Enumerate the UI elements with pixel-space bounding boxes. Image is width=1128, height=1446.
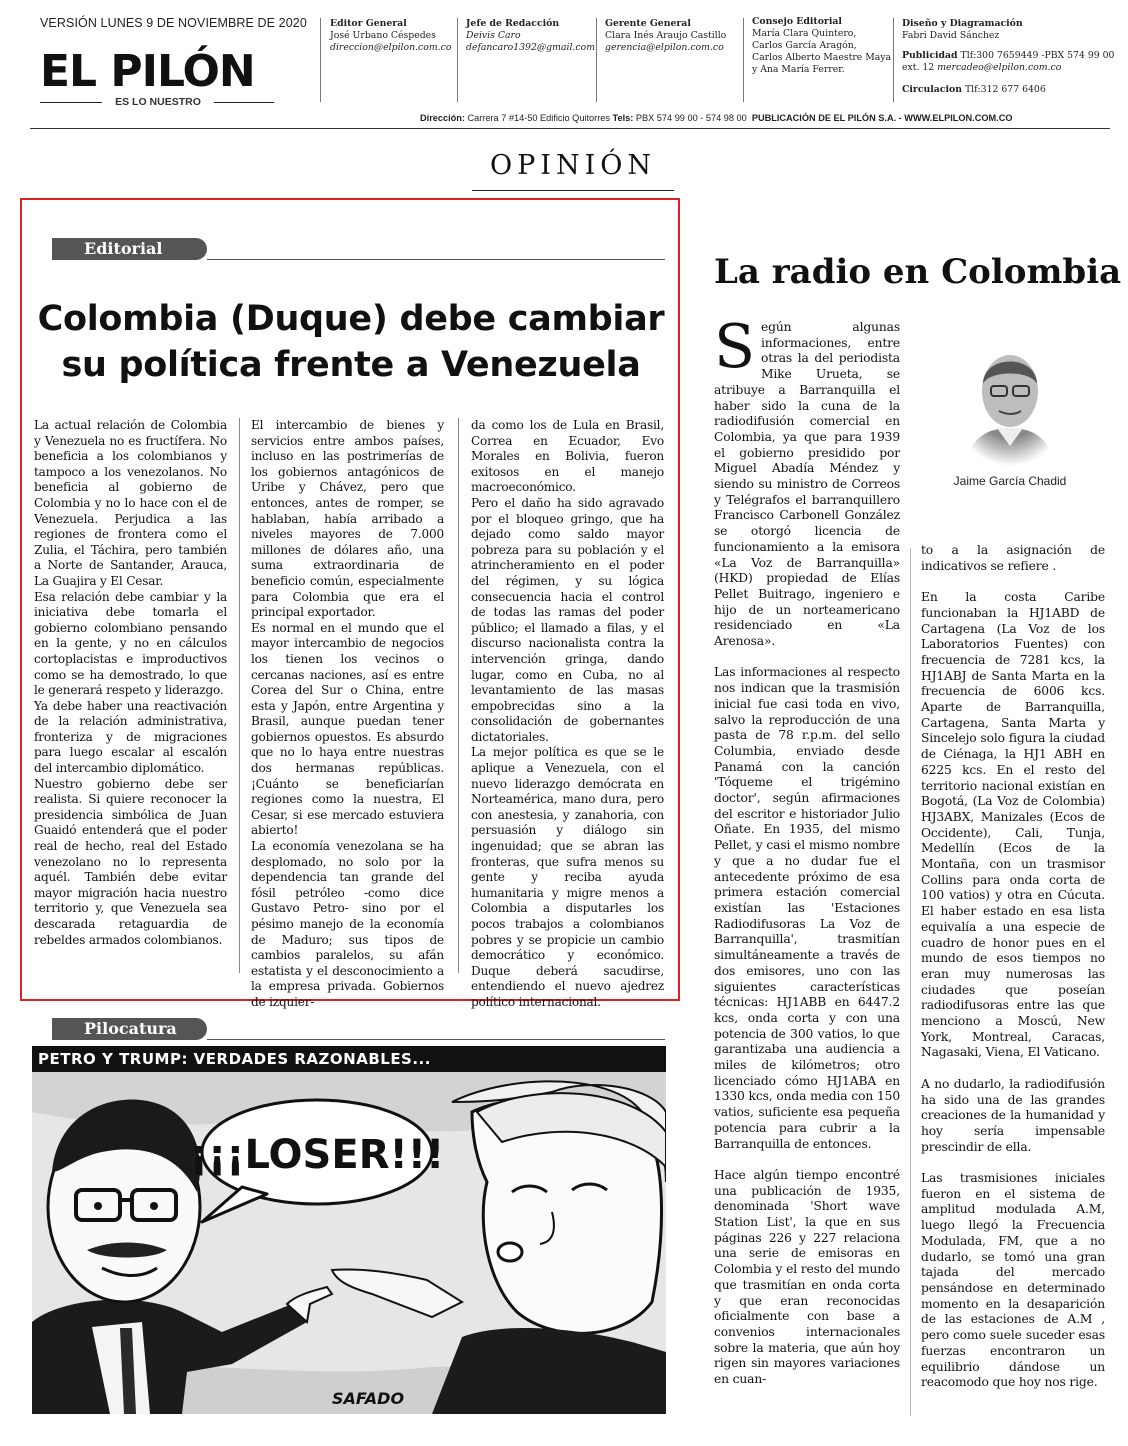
paragraph: La economía venezolana se ha desplomado, no solo por la dependencia tan grande del fósil petróleo -como dice Gustavo Petro- sino por el pésimo manejo de la economía de Maduro; sus tipos de cambios paralelos, su afán estatista y el desconocimiento a la empresa privada. Gobiernos de izquier- (251, 839, 444, 1009)
staff-name: Clara Inés Araujo Castillo (605, 30, 727, 41)
staff-email[interactable]: direccion@elpilon.com.co (330, 42, 452, 53)
staff-divider (893, 18, 894, 102)
staff-role: Jefe de Redacción (466, 18, 560, 29)
publicidad-line-2 (902, 62, 1114, 74)
circulacion-phone: Tlf:312 677 6406 (964, 84, 1046, 95)
paragraph: En la costa Caribe funcionaban la HJ1ABD de Cartagena (La Voz de los Laboratorios Fuentes) con frecuencia de 7281 kcs, la HJ1ABJ de Santa Marta en la frecuencia de 6006 kcs. Aparte de Barranquilla, Cartagena, Santa Marta y Sincelejo solo figura la ciudad de Ciénaga, la HJ1 ABH en 6225 kcs. En el resto del territorio nacional existían en Bogotá, (La Voz de Colombia) HJ3ABX, Manizales (Ecos de Occidente), Cali, Tunja, Medellín (Ecos de la Montaña, con un trasmisor Collins para onda corta de 100 vatios) y otra en Cúcuta. El haber estado en esa lista equivalía a una especie de cuadro de honor pues en el mundo de esos tiempos no eran muy numerosas las ciudades que poseían radiodifusoras entre las que menciono a Moscú, New York, Montreal, Caracas, Nagasaki, Viena, El Vaticano. (921, 590, 1105, 1060)
paragraph: Pero el daño ha sido agravado por el bloqueo gringo, que ha dejado como saldo mayor pobreza para su población y el atrincheramiento en el poder del régimen, y su lógica consecuencia hacia el control de todas las ramas del poder público; el llamado a filas, y el discurso nacionalista contra la intervención gringa, dando lugar, como en Cuba, no al levantamiento de las masas empobrecidas sino a la consolidación de gobernantes dictatoriales. (471, 495, 664, 744)
newspaper-logo[interactable]: EL PILÓN (40, 46, 255, 97)
dropcap: S (714, 312, 755, 382)
cartoon-tag: Pilocatura (52, 1018, 207, 1040)
slogan: ES LO NUESTRO (115, 96, 201, 108)
staff-divider (320, 18, 321, 102)
staff-role: Gerente General (605, 18, 691, 29)
section-title-rule (472, 190, 674, 191)
staff-name: Deivis Caro (466, 30, 521, 41)
paragraph: Es normal en el mundo que el mayor intercambio de negocios los tienen los vecinos o cercanas naciones, así es entre Corea del Sur o China, entre esta y Japón, entre Argentina y Brasil, aunque puedan tener gobiernos opuestos. Es absurdo que no lo haya entre nuestras dos hermanas repúblicas. ¡Cuánto se beneficiarían regiones como la nuestra, El Cesar, si ese mercado estuviera abierto! (251, 620, 444, 838)
circulacion-line (902, 84, 1114, 96)
author-name: Jaime García Chadid (953, 474, 1067, 488)
headline-line: su política frente a Venezuela (61, 345, 641, 385)
editorial-column-2 (251, 418, 444, 1011)
paragraph: Las trasmisiones iniciales fueron en el sistema de amplitud modulada A.M, luego llegó la Frecuencia Modulada, FM, que a no dudarlo, se tomó una gran tajada del mercado pensándose en determinado momento en la desaparición de las estaciones de A.M , pero como suele suceder esas fuerzas encontraron un equilibrio dándose un reacomodo que hoy nos rige. (921, 1171, 1105, 1390)
publicidad-ext: ext. 12 (902, 62, 935, 73)
staff-gerente-general (605, 18, 726, 54)
staff-role: Editor General (330, 18, 407, 29)
paragraph: to a la asignación de indicativos se refiere . (921, 543, 1105, 573)
paragraph: Ya debe haber una reactivación de la relación administrativa, fronteriza y de migraciones para luego escalar al escalón del intercambio diplomático. (34, 698, 227, 776)
author-photo (955, 336, 1065, 466)
publicidad-phones: Tlf:300 7659449 -PBX 574 99 00 (960, 50, 1115, 61)
tels-value: PBX 574 99 00 - 574 98 00 (635, 113, 747, 123)
cartoon-tag-rule (207, 1039, 665, 1040)
paragraph: Las informaciones al respecto nos indican que la trasmisión inicial fue casi toda en vivo, salvo la reproducción de una pasta de 78 r.p.m. del sello Columbia, enviado desde Panamá con la canción 'Tóqueme el trigémino doctor', según afirmaciones del escritor e historiador Julio Oñate. En 1935, del mismo Pellet, y casi el mismo nombre y que a no dudar fue el antecedente próximo de esa primera estación comercial existían las 'Estaciones Radiodifusoras La Voz de Barranquilla', trasmitían simultáneamente a través de dos emisores, uno con las siguientes características técnicas: HJ1ABB en 6447.2 kcs, onda corta y con una potencia de 300 vatios, lo que garantizaba una audiencia a miles de kilómetros; otro licenciado cómo HJ1ABA en 1330 kcs, onda media con 150 vatios, suficiente esa pequeña potencia para cubrir a la Barranquilla de entonces. (714, 665, 900, 1151)
masthead-rule (30, 128, 1110, 129)
staff-diseno (902, 18, 1114, 96)
paragraph: A no dudarlo, la radiodifusión ha sido una de las grandes creaciones de la humanidad y hoy sería impensable prescindir de ella. (921, 1076, 1105, 1154)
paragraph: da como los de Lula en Brasil, Correa en Ecuador, Evo Morales en Bolivia, fueron exitosos en el manejo macroeconómico. (471, 418, 664, 495)
paragraph: El intercambio de bienes y servicios entre ambos países, incluso en las postrimerías de los gobiernos antagónicos de Uribe y Chávez, pero que entonces, antes de romper, se hablaban, había arribado a niveles mayores de 7.000 millones de dólares año, una suma extraordinaria de beneficio común, especialmente para Colombia que era el principal exportador. (251, 418, 444, 620)
section-title: OPINIÓN (489, 150, 657, 181)
editorial-column-3 (471, 418, 664, 1011)
staff-divider (596, 18, 597, 102)
column-intro (714, 312, 900, 650)
cartoonist-signature: SAFADO (332, 1389, 405, 1408)
slogan-rule-left (40, 102, 102, 103)
staff-consejo-editorial (752, 16, 891, 76)
staff-name: Carlos Alberto Maestre Maya (752, 52, 892, 63)
headline-line: Colombia (Duque) debe cambiar (37, 299, 665, 339)
address-line (420, 113, 1013, 123)
tels-label: Tels: (612, 113, 634, 123)
cartoon-illustration[interactable] (32, 1072, 666, 1414)
staff-jefe-redaccion (466, 18, 595, 54)
publication-line[interactable]: PUBLICACIÓN DE EL PILÓN S.A. - WWW.ELPILON.COM.CO (751, 113, 1013, 123)
slogan-rule-right (214, 102, 274, 103)
publicidad-email[interactable]: mercadeo@elpilon.com.co (937, 62, 1062, 73)
edition-date: VERSIÓN LUNES 9 DE NOVIEMBRE DE 2020 (40, 16, 307, 30)
staff-email[interactable]: defancaro1392@gmail.com (466, 42, 596, 53)
editorial-tag-rule (207, 259, 665, 260)
staff-role: Diseño y Diagramación (902, 18, 1023, 29)
editorial-tag: Editorial (52, 238, 207, 260)
speech-text: ¡¡¡LOSER!!! (189, 1132, 445, 1178)
column-body-2 (921, 543, 1105, 1391)
staff-divider (457, 18, 458, 102)
circulacion-label: Circulacion (902, 84, 962, 95)
intro-text: egún algunas informaciones, entre otras la del periodista Mike Urueta, se atribuye a Barranquilla el haber sido la cuna de la radiodifusión comercial en Colombia, ya que para 1939 el gobierno presidido por Miguel Abadía Méndez y siendo su ministro de Correos y Telégrafos el barranquillero Francisco Carbonell González se otorgó licencia de funcionamiento a la emisora «La Voz de Barranquilla» (HKD) propiedad de Elías Pellet Buitrago, ingeniero e hijo de un norteamericano residenciado en «La Arenosa». (714, 320, 900, 649)
masthead (0, 0, 1128, 128)
staff-divider (743, 18, 744, 102)
paragraph: La mejor política es que se le aplique a Venezuela, con el nuevo liderazgo demócrata en Norteamérica, mano dura, pero con anestesia, y zanahoria, con persuasión y diálogo sin ingenuidad; que se abran las fronteras, que sufra menos su gente y reciba ayuda humanitaria y migre menos a Colombia a disputarles los pocos trabajos a colombianos pobres y se propicie un cambio democrático y económico. Duque deberá sacudirse, entendiendo el nuevo ajedrez político internacional. (471, 745, 664, 1009)
staff-name: y Ana María Ferrer. (752, 64, 845, 75)
staff-editor-general (330, 18, 451, 54)
staff-name: José Urbano Céspedes (330, 30, 436, 41)
editorial-headline (36, 296, 666, 388)
paragraph: La actual relación de Colombia y Venezuela no es fructífera. No beneficia a los colombianos y tampoco a los venezolanos. No beneficia al gobierno de Colombia y no lo hace con el de Venezuela. Perjudica a las regiones de frontera como el Zulia, el Táchira, pero también a Norte de Santander, Arauca, La Guajira y El Cesar. (34, 418, 227, 588)
paragraph: Hace algún tiempo encontré una publicación de 1935, denominada 'Short wave Station List', la que en sus páginas 226 y 227 relaciona una serie de emisoras en Colombia y el resto del mundo que trasmitían en onda corta y que eran reconocidas oficialmente con base a convenios internacionales sobre la materia, que aún hoy rigen sin mayores variaciones en cuan- (714, 1167, 900, 1387)
address-value: Carrera 7 #14-50 Edificio Quitorres (467, 113, 610, 123)
staff-role: Consejo Editorial (752, 16, 842, 27)
publicidad-line (902, 50, 1114, 62)
paragraph: Esa relación debe cambiar y la iniciativa debe tomarla el gobierno colombiano pensando en la gente, y no en cálculos cortoplacistas e improductivos como se ha demostrado, lo que le generará respeto y liderazgo. (34, 589, 227, 698)
cartoon-banner: PETRO Y TRUMP: VERDADES RAZONABLES... (32, 1046, 666, 1072)
staff-name: Carlos García Aragón, (752, 40, 857, 51)
column-title: La radio en Colombia (714, 252, 1122, 292)
address-label: Dirección: (420, 113, 465, 123)
editorial-column-1 (34, 418, 227, 948)
staff-name: María Clara Quintero, (752, 28, 857, 39)
column-divider (458, 418, 459, 973)
publicidad-label: Publicidad (902, 50, 958, 61)
paragraph: Nuestro gobierno debe ser realista. Si quiere reconocer la presidencia simbólica de Juan Guaidó entenderá que el poder real de hecho, real del Estado venezolano no lo representa aquél. También debe evitar mayor migración hacia nuestro territorio y, que Venezuela sea descarada retaguardia de rebeldes armados colombianos. (34, 776, 227, 947)
staff-email[interactable]: gerencia@elpilon.com.co (605, 42, 724, 53)
column-divider (239, 418, 240, 973)
column-body-1 (714, 312, 900, 1420)
staff-name: Fabri David Sánchez (902, 30, 1000, 41)
column-divider (910, 548, 911, 1416)
